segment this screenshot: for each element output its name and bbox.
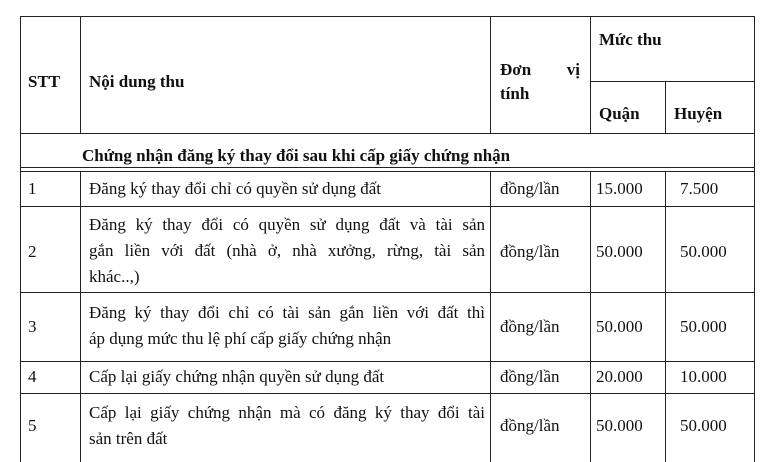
border-left [20,16,21,462]
row2-district: 50.000 [596,242,643,261]
border-row2-bottom [20,292,754,293]
row3-stt: 3 [28,317,37,336]
row2-unit: đồng/lần [500,242,560,261]
row5-content-line1: Cấp lại giấy chứng nhận mà có đăng ký thay đổi tài [89,403,485,422]
border-unit-right-header [590,16,591,134]
border-row4-bottom [20,393,754,394]
row2-content-line2: gắn liền với đất (nhà ở, nhà xưởng, rừng, tài sản [89,241,485,260]
header-unit-line2: tính [500,84,530,103]
row2-content [89,212,485,290]
header-rural: Huyện [674,104,723,123]
row1-stt: 1 [28,179,37,198]
header-district: Quận [599,104,640,123]
border-stt-right-body [80,171,81,462]
row4-rural: 10.000 [680,367,727,386]
border-header-bottom [20,133,754,134]
border-fee-split [590,81,754,82]
border-row1-top [20,171,754,172]
border-right [754,16,755,462]
border-unit-right-body [590,171,591,462]
header-stt: STT [28,72,61,91]
border-row1-bottom [20,206,754,207]
row5-rural: 50.000 [680,416,727,435]
row3-content-line2: áp dụng mức thu lệ phí cấp giấy chứng nhận [89,329,392,348]
border-district-right-body [665,171,666,462]
row1-district: 15.000 [596,179,643,198]
row2-rural: 50.000 [680,242,727,261]
header-unit-word1: Đơn [500,60,532,79]
border-content-right-body [490,171,491,462]
row2-content-line1: Đăng ký thay đổi có quyền sử dụng đất và tài sản [89,215,485,234]
header-unit [500,57,580,83]
border-content-right-header [490,16,491,134]
border-row3-bottom [20,361,754,362]
row3-rural: 50.000 [680,317,727,336]
row2-stt: 2 [28,242,37,261]
row2-content-line3: khác..,) [89,267,140,286]
row5-content-line2: sản trên đất [89,429,168,448]
row5-stt: 5 [28,416,37,435]
header-unit-word2: vị [566,60,580,79]
row3-unit: đồng/lần [500,317,560,336]
border-top [20,16,754,17]
row3-content-line1: Đăng ký thay đổi chỉ có tài sản gắn liền với đất thì [89,303,485,322]
row1-content-line1: Đăng ký thay đổi chỉ có quyền sử dụng đất [89,179,382,198]
row1-unit: đồng/lần [500,179,560,198]
section-title: Chứng nhận đăng ký thay đổi sau khi cấp giấy chứng nhận [82,146,511,165]
row4-district: 20.000 [596,367,643,386]
row4-stt: 4 [28,367,37,386]
row1-rural: 7.500 [680,179,719,198]
row4-unit: đồng/lần [500,367,560,386]
row5-content [89,400,485,452]
row5-district: 50.000 [596,416,643,435]
header-content: Nội dung thu [89,72,185,91]
row3-district: 50.000 [596,317,643,336]
row3-content [89,300,485,352]
header-fee: Mức thu [599,30,662,49]
row4-content-line1: Cấp lại giấy chứng nhận quyền sử dụng đất [89,367,385,386]
border-stt-right-header [80,16,81,134]
row5-unit: đồng/lần [500,416,560,435]
border-district-right-header [665,81,666,134]
